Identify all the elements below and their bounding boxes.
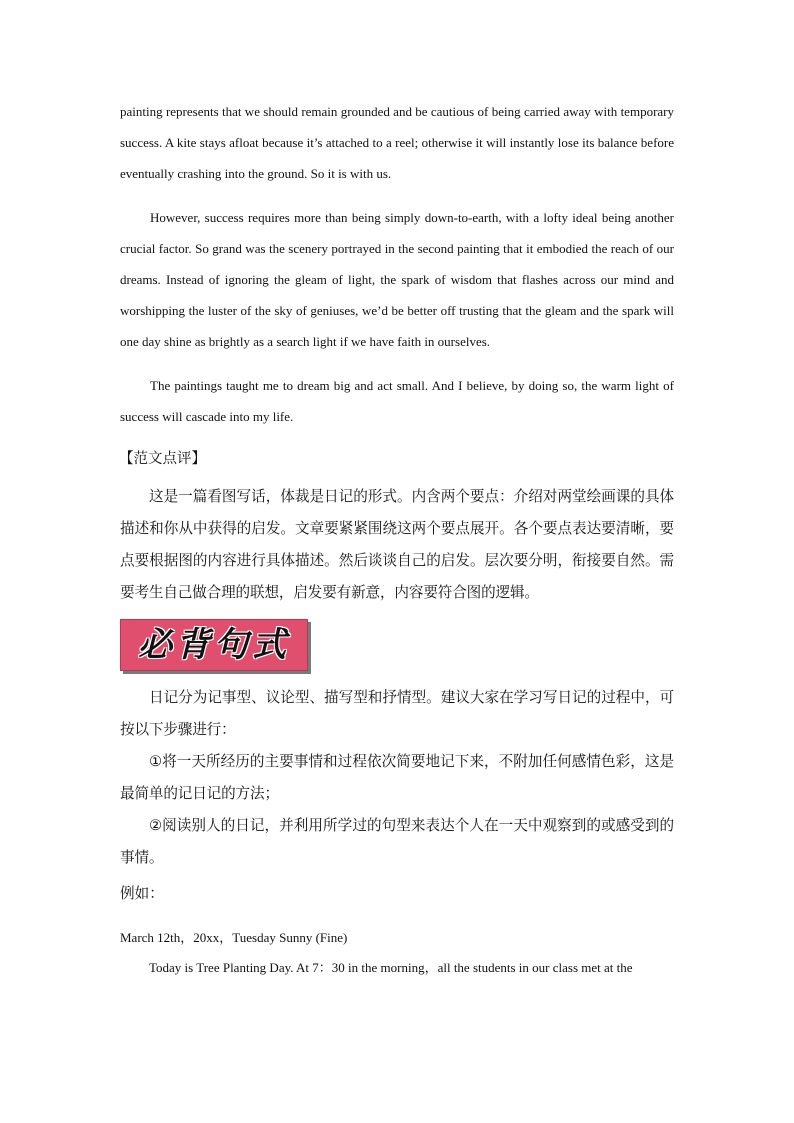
document-page (120, 96, 674, 978)
essay-paragraph-3: The paintings taught me to dream big and act small. And I believe, by doing so, the warm light of success will cascade into my life. (120, 378, 674, 424)
essay-paragraph-1: painting represents that we should remain grounded and be cautious of being carried away with temporary success. A kite stays afloat because it’s attached to a reel; otherwise it will instantly lose its balance before eventually crashing into the ground. So it is with us. (120, 104, 674, 181)
patterns-step-1: ①将一天所经历的主要事情和过程依次简要地记下来，不附加任何感情色彩，这是最简单的记日记的方法； (120, 753, 674, 802)
must-memorize-banner (120, 619, 308, 671)
essay-paragraph-2: However, success requires more than being simply down-to-earth, with a lofty ideal being another crucial factor. So grand was the scenery portrayed in the second painting that it embodied the reach of our dreams. Instead of ignoring the gleam of light, the spark of wisdom that flashes across our mind and worshipping the luster of the sky of geniuses, we’d be better off trusting that the gleam and the spark will one day shine as brightly as a search light if we have faith in ourselves. (120, 210, 674, 349)
patterns-intro: 日记分为记事型、议论型、描写型和抒情型。建议大家在学习写日记的过程中，可按以下步骤进行： (120, 689, 674, 738)
example-label: 例如： (120, 885, 164, 902)
review-paragraph: 这是一篇看图写话，体裁是日记的形式。内含两个要点：介绍对两堂绘画课的具体描述和你从中获得的启发。文章要紧紧围绕这两个要点展开。各个要点表达要清晰，要点要根据图的内容进行具体描述。然后谈谈自己的启发。层次要分明，衔接要自然。需要考生自己做合理的联想，启发要有新意，内容要符合图的逻辑。 (120, 488, 674, 601)
patterns-step-2: ②阅读别人的日记，并利用所学过的句型来表达个人在一天中观察到的或感受到的事情。 (120, 817, 674, 866)
diary-body-line: Today is Tree Planting Day. At 7：30 in the morning，all the students in our class met at the (149, 960, 633, 975)
banner-text: 必背句式 (138, 625, 290, 665)
review-heading: 【范文点评】 (119, 451, 206, 467)
diary-date-line: March 12th，20xx，Tuesday Sunny (Fine) (120, 930, 348, 945)
